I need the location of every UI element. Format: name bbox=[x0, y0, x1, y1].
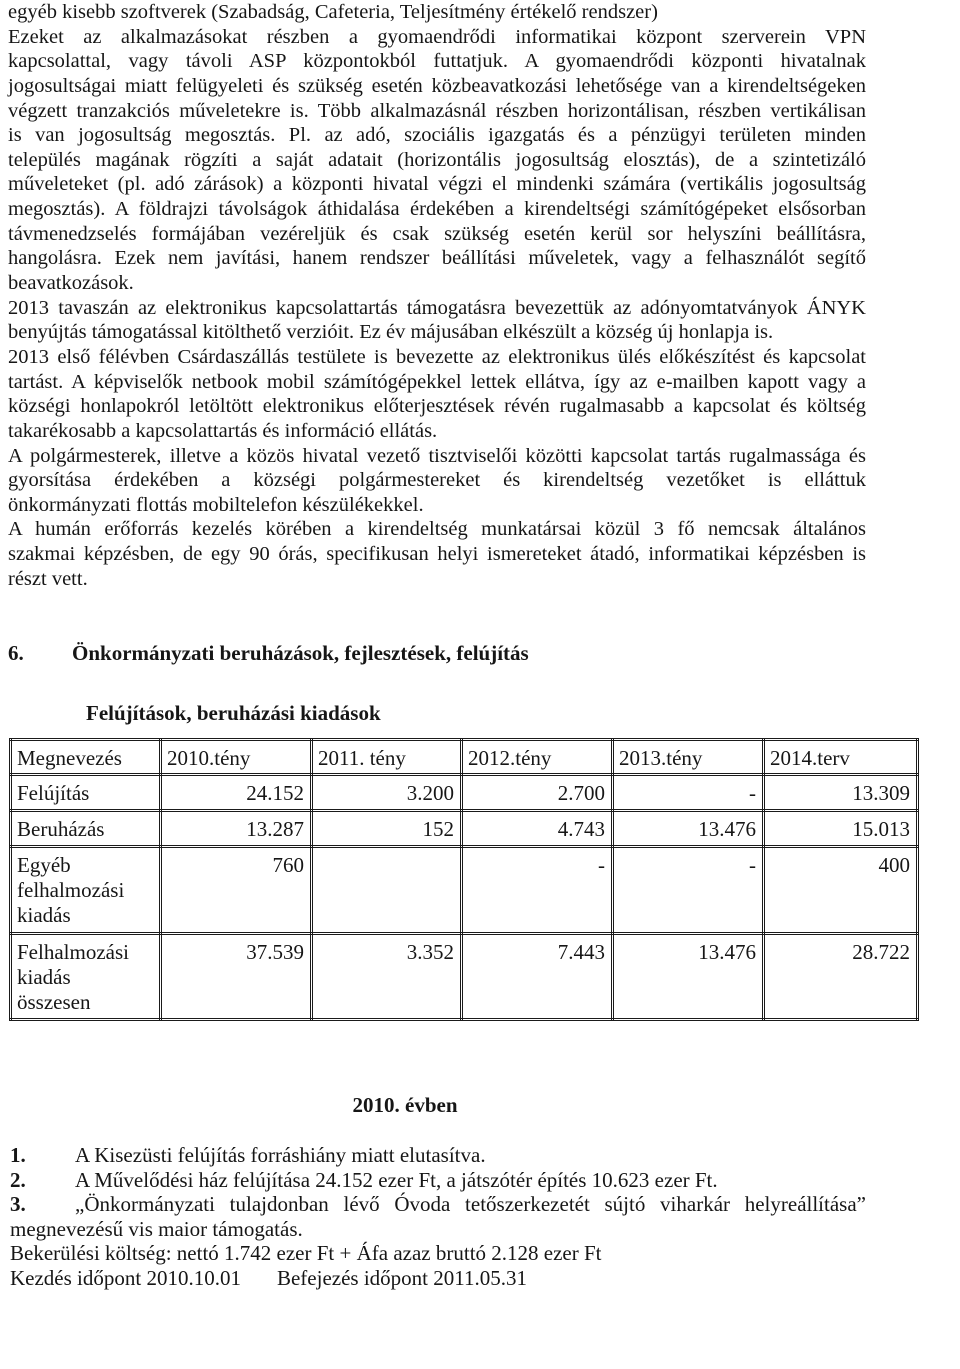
value-cell: 3.352 bbox=[312, 934, 462, 1020]
row-label: felhalmozási bbox=[17, 878, 125, 902]
row-label-cell bbox=[11, 934, 161, 1020]
row-label: kiadás bbox=[17, 903, 71, 927]
investment-table bbox=[9, 738, 919, 1021]
row-label-cell bbox=[11, 811, 161, 847]
table-title: Felújítások, beruházási kiadások bbox=[86, 701, 381, 725]
text-line: községi honlapokról letöltött elektronikus előterjesztések révén rugalmasabb a kapcsolat és költség bbox=[8, 395, 866, 418]
list-item bbox=[10, 1143, 866, 1168]
table-row bbox=[11, 847, 918, 934]
row-label: Felhalmozási bbox=[17, 940, 129, 964]
row-label-cell bbox=[11, 775, 161, 811]
row-label: Beruházás bbox=[17, 817, 105, 841]
text-line: beavatkozások. bbox=[8, 272, 134, 295]
header-cell: Megnevezés bbox=[11, 740, 161, 775]
year-list bbox=[10, 1143, 866, 1290]
row-label: Felújítás bbox=[17, 781, 90, 805]
value-cell: 13.309 bbox=[764, 775, 918, 811]
value-cell: 15.013 bbox=[764, 811, 918, 847]
value-cell: 13.476 bbox=[613, 811, 764, 847]
text-line: jogosultságai miatt felügyeleti és szükség esetén közbeavatkozási lehetősége van a kirendeltségeken bbox=[8, 74, 866, 97]
text-line: Ezeket az alkalmazásokat részben a gyomaendrődi informatikai központ szerverein VPN bbox=[8, 25, 866, 48]
start-date: Kezdés időpont 2010.10.01 bbox=[10, 1265, 241, 1290]
text-line: kapcsolattal, vagy távoli ASP központokból futtatjuk. A gyomaendrődi központi hivatalnak bbox=[8, 50, 866, 73]
row-label: Egyéb bbox=[17, 853, 71, 877]
text-line: hangolásra. Ezek nem javítási, hanem rendszer beállítási műveletek, vagy a felhasználót segítő bbox=[8, 247, 866, 270]
value-cell: 37.539 bbox=[161, 934, 312, 1020]
value-cell: 7.443 bbox=[462, 934, 613, 1020]
list-number: 2. bbox=[10, 1167, 26, 1192]
section-heading bbox=[8, 641, 529, 665]
value-cell: 3.200 bbox=[312, 775, 462, 811]
list-text-continuation: megnevezésű vis maior támogatás. bbox=[10, 1216, 303, 1241]
text-line: részt vett. bbox=[8, 567, 88, 590]
list-text: A Kisezüsti felújítás forráshiány miatt elutasítva. bbox=[75, 1143, 486, 1167]
table-row bbox=[11, 811, 918, 847]
header-cell: 2013.tény bbox=[613, 740, 764, 775]
text-line: egyéb kisebb szoftverek (Szabadság, Cafeteria, Teljesítmény értékelő rendszer) bbox=[8, 1, 658, 23]
text-line: végzett tranzakciós műveletekre is. Több alkalmazásnál részben horizontálisan, részben vertikálisan bbox=[8, 99, 866, 122]
list-item bbox=[10, 1192, 866, 1217]
paragraph bbox=[8, 517, 866, 591]
list-number: 1. bbox=[10, 1143, 26, 1167]
value-cell: - bbox=[462, 847, 613, 934]
cost-line: Bekerülési költség: nettó 1.742 ezer Ft + Áfa azaz bruttó 2.128 ezer Ft bbox=[10, 1241, 602, 1265]
paragraph bbox=[8, 25, 866, 296]
value-cell: - bbox=[613, 847, 764, 934]
text-line: A polgármesterek, illetve a közös hivatal vezető tisztviselői közötti kapcsolat tartás rugalmassága és bbox=[8, 444, 866, 467]
header-cell: 2012.tény bbox=[462, 740, 613, 775]
text-line: település magának rögzíti a saját adatait (horizontális jogosultság elosztás), de a szintetizáló bbox=[8, 148, 866, 171]
paragraph bbox=[8, 0, 866, 25]
value-cell: 400 bbox=[764, 847, 918, 934]
row-label: kiadás bbox=[17, 965, 71, 989]
value-cell: 13.476 bbox=[613, 934, 764, 1020]
table-row bbox=[11, 934, 918, 1020]
table-header-row bbox=[11, 740, 918, 775]
list-text: A Művelődési ház felújítása 24.152 ezer Ft, a játszótér építés 10.623 ezer Ft. bbox=[75, 1167, 718, 1192]
table-row bbox=[11, 775, 918, 811]
value-cell: 13.287 bbox=[161, 811, 312, 847]
text-line: is van jogosultság megosztás. Pl. az adó, szociális igazgatás és a pénzügyi területen minden bbox=[8, 124, 866, 147]
paragraph bbox=[8, 345, 866, 444]
text-line: szakmai képzésben, de egy 90 órás, specifikusan helyi ismereteket átadó, informatikai képzésben is bbox=[8, 543, 866, 566]
value-cell: 28.722 bbox=[764, 934, 918, 1020]
value-cell: 152 bbox=[312, 811, 462, 847]
dates-line bbox=[10, 1266, 866, 1291]
text-line: megosztás). A földrajzi távolságok áthidalása érdekében a kirendeltségi számítógépeket elsősorban bbox=[8, 198, 866, 221]
list-item bbox=[10, 1168, 866, 1193]
value-cell: 2.700 bbox=[462, 775, 613, 811]
section-title: Önkormányzati beruházások, fejlesztések, felújítás bbox=[72, 641, 529, 665]
value-cell bbox=[312, 847, 462, 934]
text-line: 2013 első félévben Csárdaszállás testülete is bevezette az elektronikus ülés előkészítést és kapcsolat bbox=[8, 345, 866, 368]
text-line: műveleteket (pl. adó zárások) a központi hivatal végzi el mindenki számára (vertikális jogosultság bbox=[8, 173, 866, 196]
value-cell: 24.152 bbox=[161, 775, 312, 811]
list-text: „Önkormányzati tulajdonban lévő Óvoda tetőszerkezetét sújtó viharkár helyreállítása” bbox=[75, 1192, 866, 1216]
header-cell: 2014.terv bbox=[764, 740, 918, 775]
body-text bbox=[8, 0, 866, 591]
row-label: összesen bbox=[17, 990, 91, 1014]
list-number: 3. bbox=[10, 1192, 26, 1216]
paragraph bbox=[8, 444, 866, 518]
year-heading: 2010. évben bbox=[352, 1093, 458, 1117]
header-cell: 2010.tény bbox=[161, 740, 312, 775]
text-line: önkormányzati flottás mobiltelefon készülékekkel. bbox=[8, 493, 424, 516]
text-line: A humán erőforrás kezelés körében a kirendeltség munkatársai közül 3 fő nemcsak általános bbox=[8, 518, 866, 541]
text-line: távmenedzselés formájában vezéreljük és csak szükség esetén kerül sor helyszíni beállításra, bbox=[8, 222, 866, 245]
text-line: gyorsítása érdekében a községi polgármestereket és kirendeltség vezetőket is elláttuk bbox=[8, 469, 866, 492]
text-line: tartást. A képviselők netbook mobil számítógépekkel lettek ellátva, így az e-mailben kapott vagy a bbox=[8, 370, 866, 393]
value-cell: - bbox=[613, 775, 764, 811]
text-line: 2013 tavaszán az elektronikus kapcsolattartás támogatásra bevezettük az adónyomtatványok ÁNYK bbox=[8, 296, 866, 319]
text-line: takarékosabb a kapcsolattartás és információ ellátás. bbox=[8, 419, 438, 442]
paragraph bbox=[8, 296, 866, 345]
value-cell: 760 bbox=[161, 847, 312, 934]
section-number: 6. bbox=[8, 641, 24, 665]
text-line: benyújtás támogatással kitölthető verzióit. Ez év májusában elkészült a község új honlapja is. bbox=[8, 321, 774, 344]
header-cell: 2011. tény bbox=[312, 740, 462, 775]
value-cell: 4.743 bbox=[462, 811, 613, 847]
row-label-cell bbox=[11, 847, 161, 934]
end-date: Befejezés időpont 2011.05.31 bbox=[276, 1265, 527, 1290]
